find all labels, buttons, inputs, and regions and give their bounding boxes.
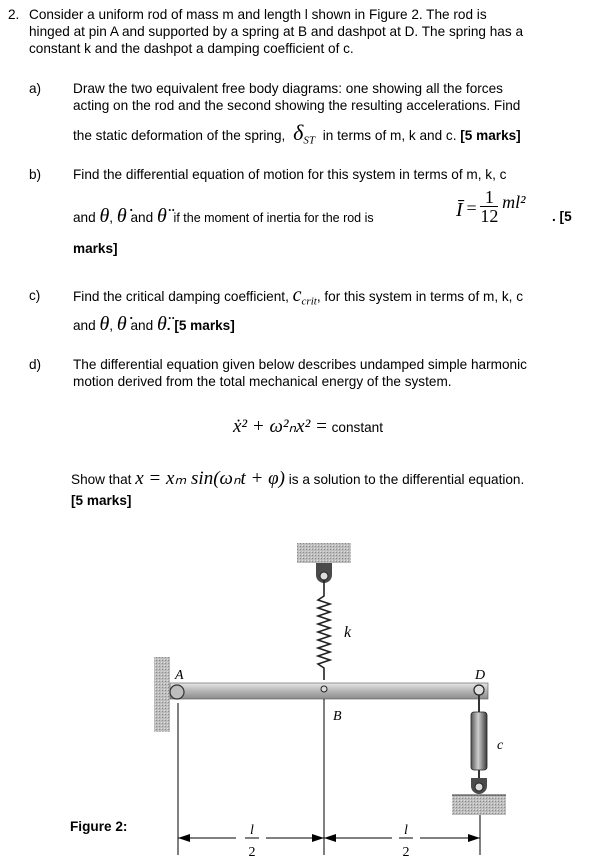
ceiling-support <box>297 543 351 563</box>
part-d-show-pre: Show that <box>71 472 132 487</box>
label-d: D <box>475 668 486 683</box>
part-a-line-2: acting on the rod and the second showing the resulting accelerations. Find <box>73 98 521 113</box>
label-a: A <box>175 668 184 683</box>
part-a-marks: [5 marks] <box>460 128 521 143</box>
part-a-line-1: Draw the two equivalent free body diagrams: one showing all the forces <box>73 81 503 96</box>
rod <box>170 683 488 699</box>
part-c-and-2: and <box>130 318 154 333</box>
label-k: k <box>344 624 352 641</box>
dim-numerator-right: l <box>404 823 408 838</box>
part-c-line-1-pre: Find the critical damping coefficient, <box>73 289 289 304</box>
pin-a <box>170 685 184 699</box>
arrowhead <box>468 834 480 842</box>
wall-support <box>154 657 170 732</box>
ml-squared: ml² <box>502 192 526 213</box>
part-b-marks-1: . [5 <box>552 209 572 224</box>
dashpot-cylinder <box>471 712 487 770</box>
theta-dot-symbol: θ̇ <box>116 205 127 227</box>
spring <box>318 580 330 680</box>
theta-dot-symbol-c: θ̇ <box>116 313 127 335</box>
equals-sign: = <box>466 198 477 219</box>
energy-equation-lhs: ẋ² + ω²ₙx² = <box>233 416 328 437</box>
arrowhead <box>324 834 336 842</box>
arrowhead <box>178 834 190 842</box>
part-d-show-post: is a solution to the differential equation. <box>288 472 525 487</box>
intro-line-2: hinged at pin A and supported by a spring at B and dashpot at D. The spring has a <box>29 24 524 39</box>
theta-symbol: θ <box>99 205 110 227</box>
part-b-and-2: and <box>130 210 154 225</box>
part-b-label: b) <box>29 167 42 182</box>
delta-subscript: ST <box>303 134 315 147</box>
part-c-line-1-post: , for this system in terms of m, k, c <box>316 289 524 304</box>
figure-caption: Figure 2: <box>70 819 128 834</box>
comma-c: , <box>109 318 114 333</box>
theta-ddot-symbol-c: θ̈ <box>156 313 167 335</box>
part-b-line-1: Find the differential equation of motion for this system in terms of m, k, c <box>73 167 507 182</box>
fraction-numerator: 1 <box>480 188 498 207</box>
part-b-if-text: if the moment of inertia for the rod is <box>173 211 374 225</box>
spring-top-pin <box>320 572 328 580</box>
dim-denominator-right: 2 <box>402 845 410 860</box>
theta-symbol-c: θ <box>99 313 110 335</box>
part-a-line-3-post: in terms of m, k and c. <box>322 128 457 143</box>
part-d-marks: [5 marks] <box>71 493 132 508</box>
intro-line-3: constant k and the dashpot a damping coefficient of c. <box>29 41 354 56</box>
dim-denominator-left: 2 <box>248 845 256 860</box>
c-crit-symbol: c <box>292 284 302 306</box>
comma: , <box>109 210 114 225</box>
dim-numerator-left: l <box>250 823 254 838</box>
part-c-label: c) <box>29 288 41 303</box>
part-d-line-2: motion derived from the total mechanical energy of the system. <box>73 374 452 389</box>
theta-ddot-symbol: θ̈ <box>156 205 167 227</box>
part-c-and: and <box>73 318 96 333</box>
ground-support <box>452 795 506 815</box>
label-c: c <box>497 738 504 753</box>
part-b-marks-2: marks] <box>73 241 118 256</box>
intro-line-1: Consider a uniform rod of mass m and length l shown in Figure 2. The rod is <box>29 7 487 22</box>
part-a-line-3-pre: the static deformation of the spring, <box>73 128 286 143</box>
part-d-label: d) <box>29 357 42 372</box>
arrowhead <box>312 834 324 842</box>
inertia-symbol: Ī <box>456 199 463 222</box>
c-crit-subscript: crit <box>301 295 317 308</box>
part-b-and: and <box>73 210 96 225</box>
part-c-marks: . [5 marks] <box>166 318 235 333</box>
fraction-denominator: 12 <box>480 206 499 226</box>
label-b: B <box>333 709 342 724</box>
pin-b <box>321 686 327 692</box>
question-number: 2. <box>8 7 20 22</box>
delta-symbol: δ <box>293 120 304 145</box>
solution-expression: x = xₘ sin(ωₙt + φ) <box>135 468 285 489</box>
part-d-line-1: The differential equation given below describes undamped simple harmonic <box>73 357 527 372</box>
energy-equation-rhs: constant <box>331 420 384 435</box>
part-a-label: a) <box>29 81 42 96</box>
pin-d <box>474 685 484 695</box>
dashpot-base-pin <box>475 783 483 791</box>
